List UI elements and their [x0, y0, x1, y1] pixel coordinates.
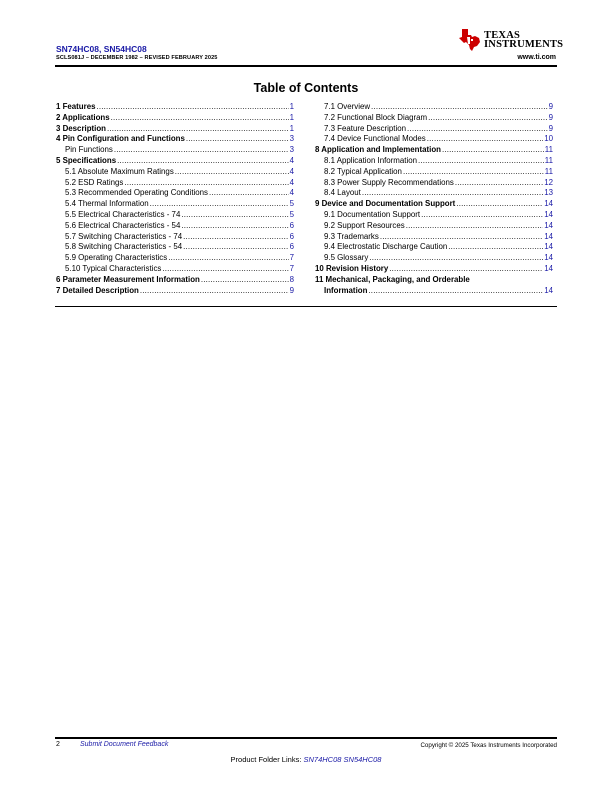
toc-entry[interactable]	[56, 221, 294, 232]
toc-entry[interactable]	[56, 113, 294, 124]
toc-entry-label: 5.7 Switching Characteristics - 74	[65, 231, 183, 241]
toc-leader-dots	[428, 113, 548, 124]
toc-entry[interactable]	[315, 178, 553, 189]
toc-entry-label: 7.2 Functional Block Diagram	[324, 112, 428, 122]
toc-entry[interactable]	[315, 167, 553, 178]
toc-leader-dots	[114, 145, 289, 156]
toc-entry-page[interactable]: 9	[548, 112, 553, 122]
product-folder-label: Product Folder Links:	[230, 755, 302, 764]
toc-entry-label: 5.9 Operating Characteristics	[65, 253, 168, 263]
toc-leader-dots	[369, 253, 543, 264]
ti-logo[interactable]	[458, 28, 564, 54]
part-numbers[interactable]: SN74HC08, SN54HC08	[56, 44, 147, 54]
toc-entry[interactable]	[56, 210, 294, 221]
toc-leader-dots	[418, 156, 544, 167]
header-rule	[55, 65, 557, 67]
toc-entry[interactable]	[315, 188, 553, 199]
toc-entry[interactable]	[315, 145, 553, 156]
toc-entry[interactable]	[56, 264, 294, 275]
toc-entry-page[interactable]: 6	[289, 220, 294, 230]
toc-entry-label: 4 Pin Configuration and Functions	[56, 134, 185, 144]
toc-entry[interactable]	[56, 156, 294, 167]
toc-leader-dots	[181, 210, 288, 221]
toc-entry[interactable]	[315, 124, 553, 135]
toc-entry-page[interactable]: 1	[289, 112, 294, 122]
toc-entry-page[interactable]: 14	[544, 220, 553, 230]
toc-entry[interactable]	[56, 253, 294, 264]
toc-entry-label: 8.1 Application Information	[324, 155, 417, 165]
toc-entry-label: 9 Device and Documentation Support	[315, 199, 456, 209]
toc-entry-label: 7.4 Device Functional Modes	[324, 134, 426, 144]
toc-entry-label: 1 Features	[56, 102, 96, 111]
toc-leader-dots	[406, 221, 544, 232]
toc-entry-label: 5 Specifications	[56, 155, 117, 165]
toc-entry[interactable]	[315, 156, 553, 167]
toc-leader-dots	[421, 210, 543, 221]
texas-state-icon	[458, 28, 482, 52]
toc-leader-dots	[96, 102, 288, 113]
product-folder-link-sn74hc08[interactable]: SN74HC08	[303, 755, 342, 764]
toc-entry-label: 8.2 Typical Application	[324, 166, 402, 176]
toc-entry-label: Information	[324, 285, 368, 295]
toc-entry[interactable]	[56, 124, 294, 135]
toc-entry-page[interactable]: 13	[544, 188, 553, 198]
footer-rule	[55, 737, 557, 739]
toc-entry-label: 8.4 Layout	[324, 188, 361, 198]
toc-entry-label: 5.4 Thermal Information	[65, 199, 149, 209]
toc-leader-dots	[455, 178, 543, 189]
toc-leader-dots	[162, 264, 288, 275]
toc-title: Table of Contents	[253, 81, 359, 95]
toc-entry[interactable]	[56, 145, 294, 156]
toc-entry[interactable]	[56, 242, 294, 253]
toc-leader-dots	[448, 242, 543, 253]
toc-leader-dots	[140, 286, 289, 297]
toc-entry[interactable]	[315, 286, 553, 297]
toc-leader-dots	[150, 199, 289, 210]
copyright-notice: Copyright © 2025 Texas Instruments Incorporated	[420, 742, 557, 749]
toc-entry-page[interactable]: 1	[289, 102, 294, 111]
product-folder-link-sn54hc08[interactable]: SN54HC08	[343, 755, 382, 764]
toc-entry-page[interactable]: 1	[289, 123, 294, 133]
toc-leader-dots	[380, 232, 543, 243]
toc-entry-label: 9.2 Support Resources	[324, 220, 405, 230]
toc-entry[interactable]	[315, 134, 553, 145]
toc-leader-dots	[407, 124, 548, 135]
toc-entry-page[interactable]: 11	[544, 145, 553, 155]
toc-leader-dots	[442, 145, 544, 156]
toc-entry-page[interactable]: 14	[544, 263, 553, 273]
toc-entry[interactable]	[315, 102, 553, 113]
toc-entry-page[interactable]: 4	[289, 188, 294, 198]
toc-leader-dots	[362, 188, 543, 199]
toc-entry-label: Pin Functions	[65, 145, 113, 155]
toc-entry-page[interactable]: 14	[544, 231, 553, 241]
toc-entry-page[interactable]: 5	[289, 199, 294, 209]
document-info: SCLS081J – DECEMBER 1982 – REVISED FEBRUARY 2025	[56, 55, 218, 61]
toc-entry-page[interactable]: 14	[544, 253, 553, 263]
toc-entry-page[interactable]: 3	[289, 134, 294, 144]
toc-leader-dots	[111, 113, 289, 124]
toc-entry-label: 8 Application and Implementation	[315, 145, 441, 155]
toc-entry[interactable]	[315, 210, 553, 221]
toc-end-rule	[55, 306, 557, 307]
website-link[interactable]: www.ti.com	[517, 54, 556, 61]
toc-entry-label: 7.3 Feature Description	[324, 123, 407, 133]
toc-entry-page[interactable]: 3	[289, 145, 294, 155]
toc-leader-dots	[117, 156, 289, 167]
toc-entry-page[interactable]: 6	[289, 242, 294, 252]
toc-entry-label: 10 Revision History	[315, 263, 389, 273]
toc-entry[interactable]	[56, 188, 294, 199]
toc-entry-label: 5.10 Typical Characteristics	[65, 263, 162, 273]
toc-entry-label: 9.4 Electrostatic Discharge Caution	[324, 242, 448, 252]
toc-entry[interactable]	[56, 167, 294, 178]
toc-entry-page[interactable]: 14	[544, 199, 553, 209]
toc-entry[interactable]	[56, 286, 294, 297]
product-folder-links	[0, 755, 612, 764]
toc-entry-page[interactable]: 11	[544, 166, 553, 176]
toc-entry-label: 8.3 Power Supply Recommendations	[324, 177, 454, 187]
toc-entry-page[interactable]: 7	[289, 263, 294, 273]
toc-entry-label: 9.3 Trademarks	[324, 231, 379, 241]
toc-leader-dots	[168, 253, 288, 264]
toc-entry-page[interactable]: 4	[289, 177, 294, 187]
toc-entry[interactable]	[315, 275, 553, 286]
toc-entry-page[interactable]: 9	[548, 123, 553, 133]
toc-entry-page[interactable]: 9	[289, 285, 294, 295]
toc-right-column	[315, 102, 553, 296]
toc-entry-page[interactable]: 14	[544, 242, 553, 252]
toc-entry[interactable]	[56, 199, 294, 210]
toc-entry[interactable]	[315, 264, 553, 275]
toc-leader-dots	[186, 134, 289, 145]
toc-leader-dots	[124, 178, 288, 189]
toc-leader-dots	[183, 232, 289, 243]
submit-feedback-link[interactable]: Submit Document Feedback	[80, 741, 169, 748]
toc-entry-page[interactable]: 8	[289, 274, 294, 284]
toc-leader-dots	[371, 102, 548, 113]
toc-entry-page[interactable]: 14	[544, 209, 553, 219]
toc-entry[interactable]	[315, 232, 553, 243]
toc-entry[interactable]	[315, 242, 553, 253]
logo-line-2: INSTRUMENTS	[484, 39, 564, 50]
toc-entry-label: 3 Description	[56, 123, 106, 133]
toc-entry[interactable]	[56, 232, 294, 243]
toc-entry[interactable]	[315, 199, 553, 210]
logo-line-1: TEXAS	[484, 30, 521, 41]
page-number: 2	[56, 741, 60, 748]
toc-left-column	[56, 102, 294, 296]
toc-leader-dots	[183, 242, 289, 253]
toc-entry-page[interactable]: 10	[544, 134, 553, 144]
toc-entry-label: 7.1 Overview	[324, 102, 371, 111]
toc-leader-dots	[403, 167, 544, 178]
toc-entry-page[interactable]: 12	[544, 177, 553, 187]
toc-entry-label: 5.5 Electrical Characteristics - 74	[65, 209, 181, 219]
toc-entry[interactable]	[56, 275, 294, 286]
toc-entry-page[interactable]: 14	[544, 285, 553, 295]
toc-entry[interactable]	[56, 178, 294, 189]
toc-entry-label: 9.5 Glossary	[324, 253, 369, 263]
toc-entry-page[interactable]: 4	[289, 155, 294, 165]
toc-entry-label: 5.8 Switching Characteristics - 54	[65, 242, 183, 252]
toc-leader-dots	[107, 124, 289, 135]
toc-leader-dots	[368, 286, 543, 297]
toc-leader-dots	[427, 134, 543, 145]
toc-entry-page[interactable]: 7	[289, 253, 294, 263]
toc-leader-dots	[209, 188, 289, 199]
toc-entry-label: 7 Detailed Description	[56, 285, 139, 295]
toc-entry-page[interactable]: 5	[289, 209, 294, 219]
toc-entry[interactable]	[315, 253, 553, 264]
toc-entry-label: 2 Applications	[56, 112, 110, 122]
toc-entry-label: 6 Parameter Measurement Information	[56, 274, 200, 284]
toc-entry-label: 5.1 Absolute Maximum Ratings	[65, 166, 174, 176]
toc-entry-page[interactable]: 6	[289, 231, 294, 241]
toc-entry[interactable]	[56, 134, 294, 145]
toc-entry-label: 5.6 Electrical Characteristics - 54	[65, 220, 181, 230]
toc-entry-label: 5.3 Recommended Operating Conditions	[65, 188, 208, 198]
toc-entry-label: 9.1 Documentation Support	[324, 209, 421, 219]
toc-entry-label: 11 Mechanical, Packaging, and Orderable	[315, 274, 470, 284]
toc-leader-dots	[175, 167, 289, 178]
toc-leader-dots	[181, 221, 288, 232]
toc-entry-page[interactable]: 4	[289, 166, 294, 176]
toc-entry[interactable]	[56, 102, 294, 113]
toc-entry[interactable]	[315, 113, 553, 124]
toc-leader-dots	[201, 275, 289, 286]
toc-entry[interactable]	[315, 221, 553, 232]
toc-entry-page[interactable]: 9	[548, 102, 553, 111]
toc-leader-dots	[456, 199, 543, 210]
toc-entry-label: 5.2 ESD Ratings	[65, 177, 124, 187]
toc-leader-dots	[389, 264, 543, 275]
toc-entry-page[interactable]: 11	[544, 155, 553, 165]
